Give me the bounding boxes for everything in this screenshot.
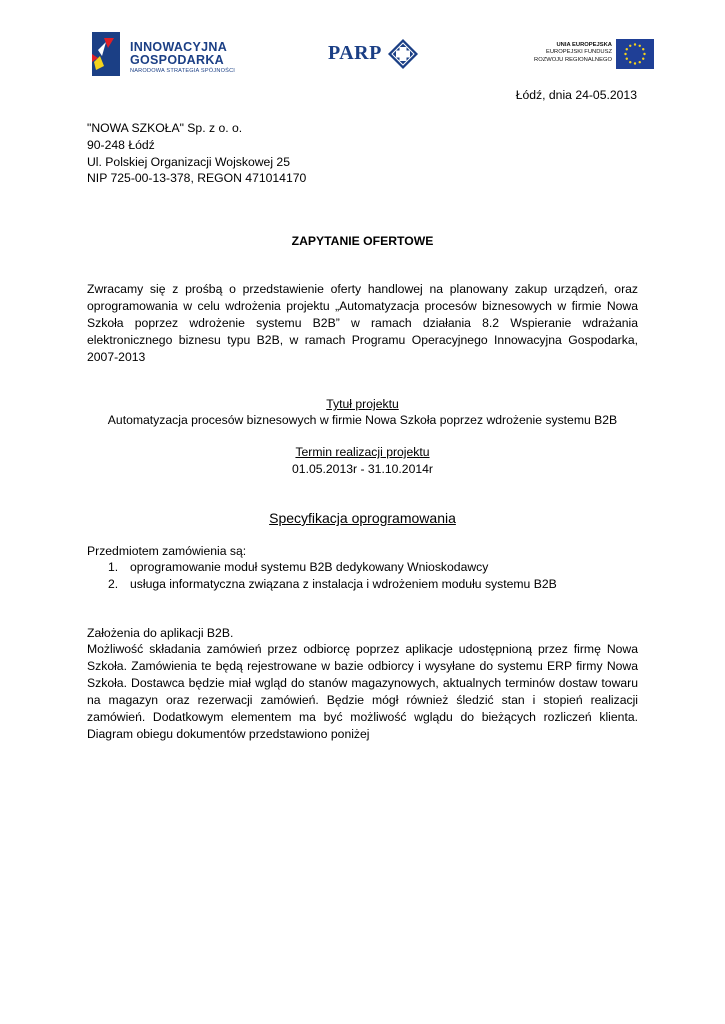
eu-logo-line1: UNIA EUROPEJSKA bbox=[556, 42, 612, 48]
eu-star bbox=[626, 58, 628, 60]
list-item-text: oprogramowanie moduł systemu B2B dedykowany Wnioskodawcy bbox=[130, 560, 489, 574]
eu-star bbox=[639, 61, 641, 63]
logo-left-line3: NARODOWA STRATEGIA SPÓJNOŚCI bbox=[130, 68, 236, 74]
eu-star bbox=[642, 58, 644, 60]
eu-star bbox=[624, 53, 626, 55]
project-title-label: Tytuł projektu bbox=[326, 397, 399, 411]
page-title: ZAPYTANIE OFERTOWE bbox=[291, 234, 434, 248]
assumptions-line: Szkoła. Zamówienia te będą rejestrowane w bazie odbiorcy i wysyłane do systemu ERP firmy Nowa bbox=[87, 659, 638, 673]
list-item bbox=[87, 576, 557, 593]
address-line-4: NIP 725-00-13-378, REGON 471014170 bbox=[87, 171, 307, 185]
eu-star bbox=[626, 48, 628, 50]
intro-line: elektronicznego biznesu typu B2B, w ramach Programu Operacyjnego Innowacyjna Gospodarka, bbox=[87, 333, 638, 347]
address-line-2: 90-248 Łódź bbox=[87, 138, 155, 152]
order-list bbox=[87, 559, 557, 593]
eu-star bbox=[634, 62, 636, 64]
intro-line: Szkoła poprzez wdrożenie systemu B2B” w ramach działania 8.2 Wspieranie wdrażania bbox=[87, 316, 638, 330]
eu-star bbox=[629, 61, 631, 63]
intro-line: oprogramowania w celu wdrożenia projektu „Automatyzacja procesów biznesowych w firmie Nowa bbox=[87, 299, 638, 313]
eu-flag-icon bbox=[616, 39, 654, 69]
list-item-number: 2. bbox=[108, 577, 119, 591]
assumptions-line: Możliwość składania zamówień przez odbiorcę poprzez aplikacje udostępnioną przez firmę Nowa bbox=[87, 642, 638, 656]
assumptions-line: zamówień. Dodatkowym elementem ma być możliwość wglądu do bieżących rozliczeń klienta. bbox=[87, 710, 638, 724]
assumptions-line: Diagram obiegu dokumentów przedstawiono poniżej bbox=[87, 727, 370, 741]
assumptions-paragraph bbox=[87, 641, 638, 743]
assumptions-line: Szkoła. Dostawca będzie miał wgląd do stanów magazynowych, aktualnych terminów dostaw towaru bbox=[87, 676, 638, 690]
intro-line: 2007-2013 bbox=[87, 350, 146, 364]
date-line: Łódź, dnia 24-05.2013 bbox=[515, 88, 637, 102]
innovative-economy-logo-icon bbox=[90, 32, 126, 76]
eu-star bbox=[643, 53, 645, 55]
intro-line: Zwracamy się z prośbą o przedstawienie oferty handlowej na planowany zakup urządzeń, oraz bbox=[87, 282, 638, 296]
eu-star bbox=[634, 43, 636, 45]
term-label: Termin realizacji projektu bbox=[295, 445, 430, 459]
eu-logo-line2: EUROPEJSKI FUNDUSZ bbox=[545, 49, 612, 56]
project-title: Automatyzacja procesów biznesowych w firmie Nowa Szkoła poprzez wdrożenie systemu B2B bbox=[107, 413, 618, 427]
eu-star bbox=[629, 45, 631, 47]
eu-logo bbox=[514, 39, 654, 73]
eu-logo-text bbox=[534, 42, 612, 64]
intro-paragraph bbox=[87, 281, 638, 366]
parp-logo-text: PARP bbox=[328, 42, 382, 64]
order-intro: Przedmiotem zamówienia są: bbox=[87, 544, 247, 558]
list-item-text: usługa informatyczna związana z instalacja i wdrożeniem modułu systemu B2B bbox=[130, 577, 557, 591]
logo-left-line2: GOSPODARKA bbox=[130, 53, 224, 67]
innovative-economy-logo bbox=[90, 30, 250, 78]
term-value: 01.05.2013r - 31.10.2014r bbox=[292, 462, 433, 476]
eu-logo-line3: ROZWOJU REGIONALNEGO bbox=[534, 56, 612, 63]
eu-star bbox=[642, 48, 644, 50]
list-item-number: 1. bbox=[108, 560, 119, 574]
parp-diamond-icon bbox=[387, 38, 419, 70]
assumptions-title: Założenia do aplikacji B2B. bbox=[87, 626, 234, 640]
address-line-3: Ul. Polskiej Organizacji Wojskowej 25 bbox=[87, 155, 290, 169]
spec-heading: Specyfikacja oprogramowania bbox=[269, 510, 456, 526]
logo-left-line1: INNOWACYJNA bbox=[130, 40, 228, 54]
address-line-1: "NOWA SZKOŁA" Sp. z o. o. bbox=[87, 121, 243, 135]
assumptions-line: na magazyn oraz rezerwacji zamówień. Będzie mógł również śledzić stan i stopień realizacji bbox=[87, 693, 638, 707]
list-item bbox=[87, 559, 557, 576]
parp-logo bbox=[328, 38, 423, 72]
eu-star bbox=[639, 45, 641, 47]
